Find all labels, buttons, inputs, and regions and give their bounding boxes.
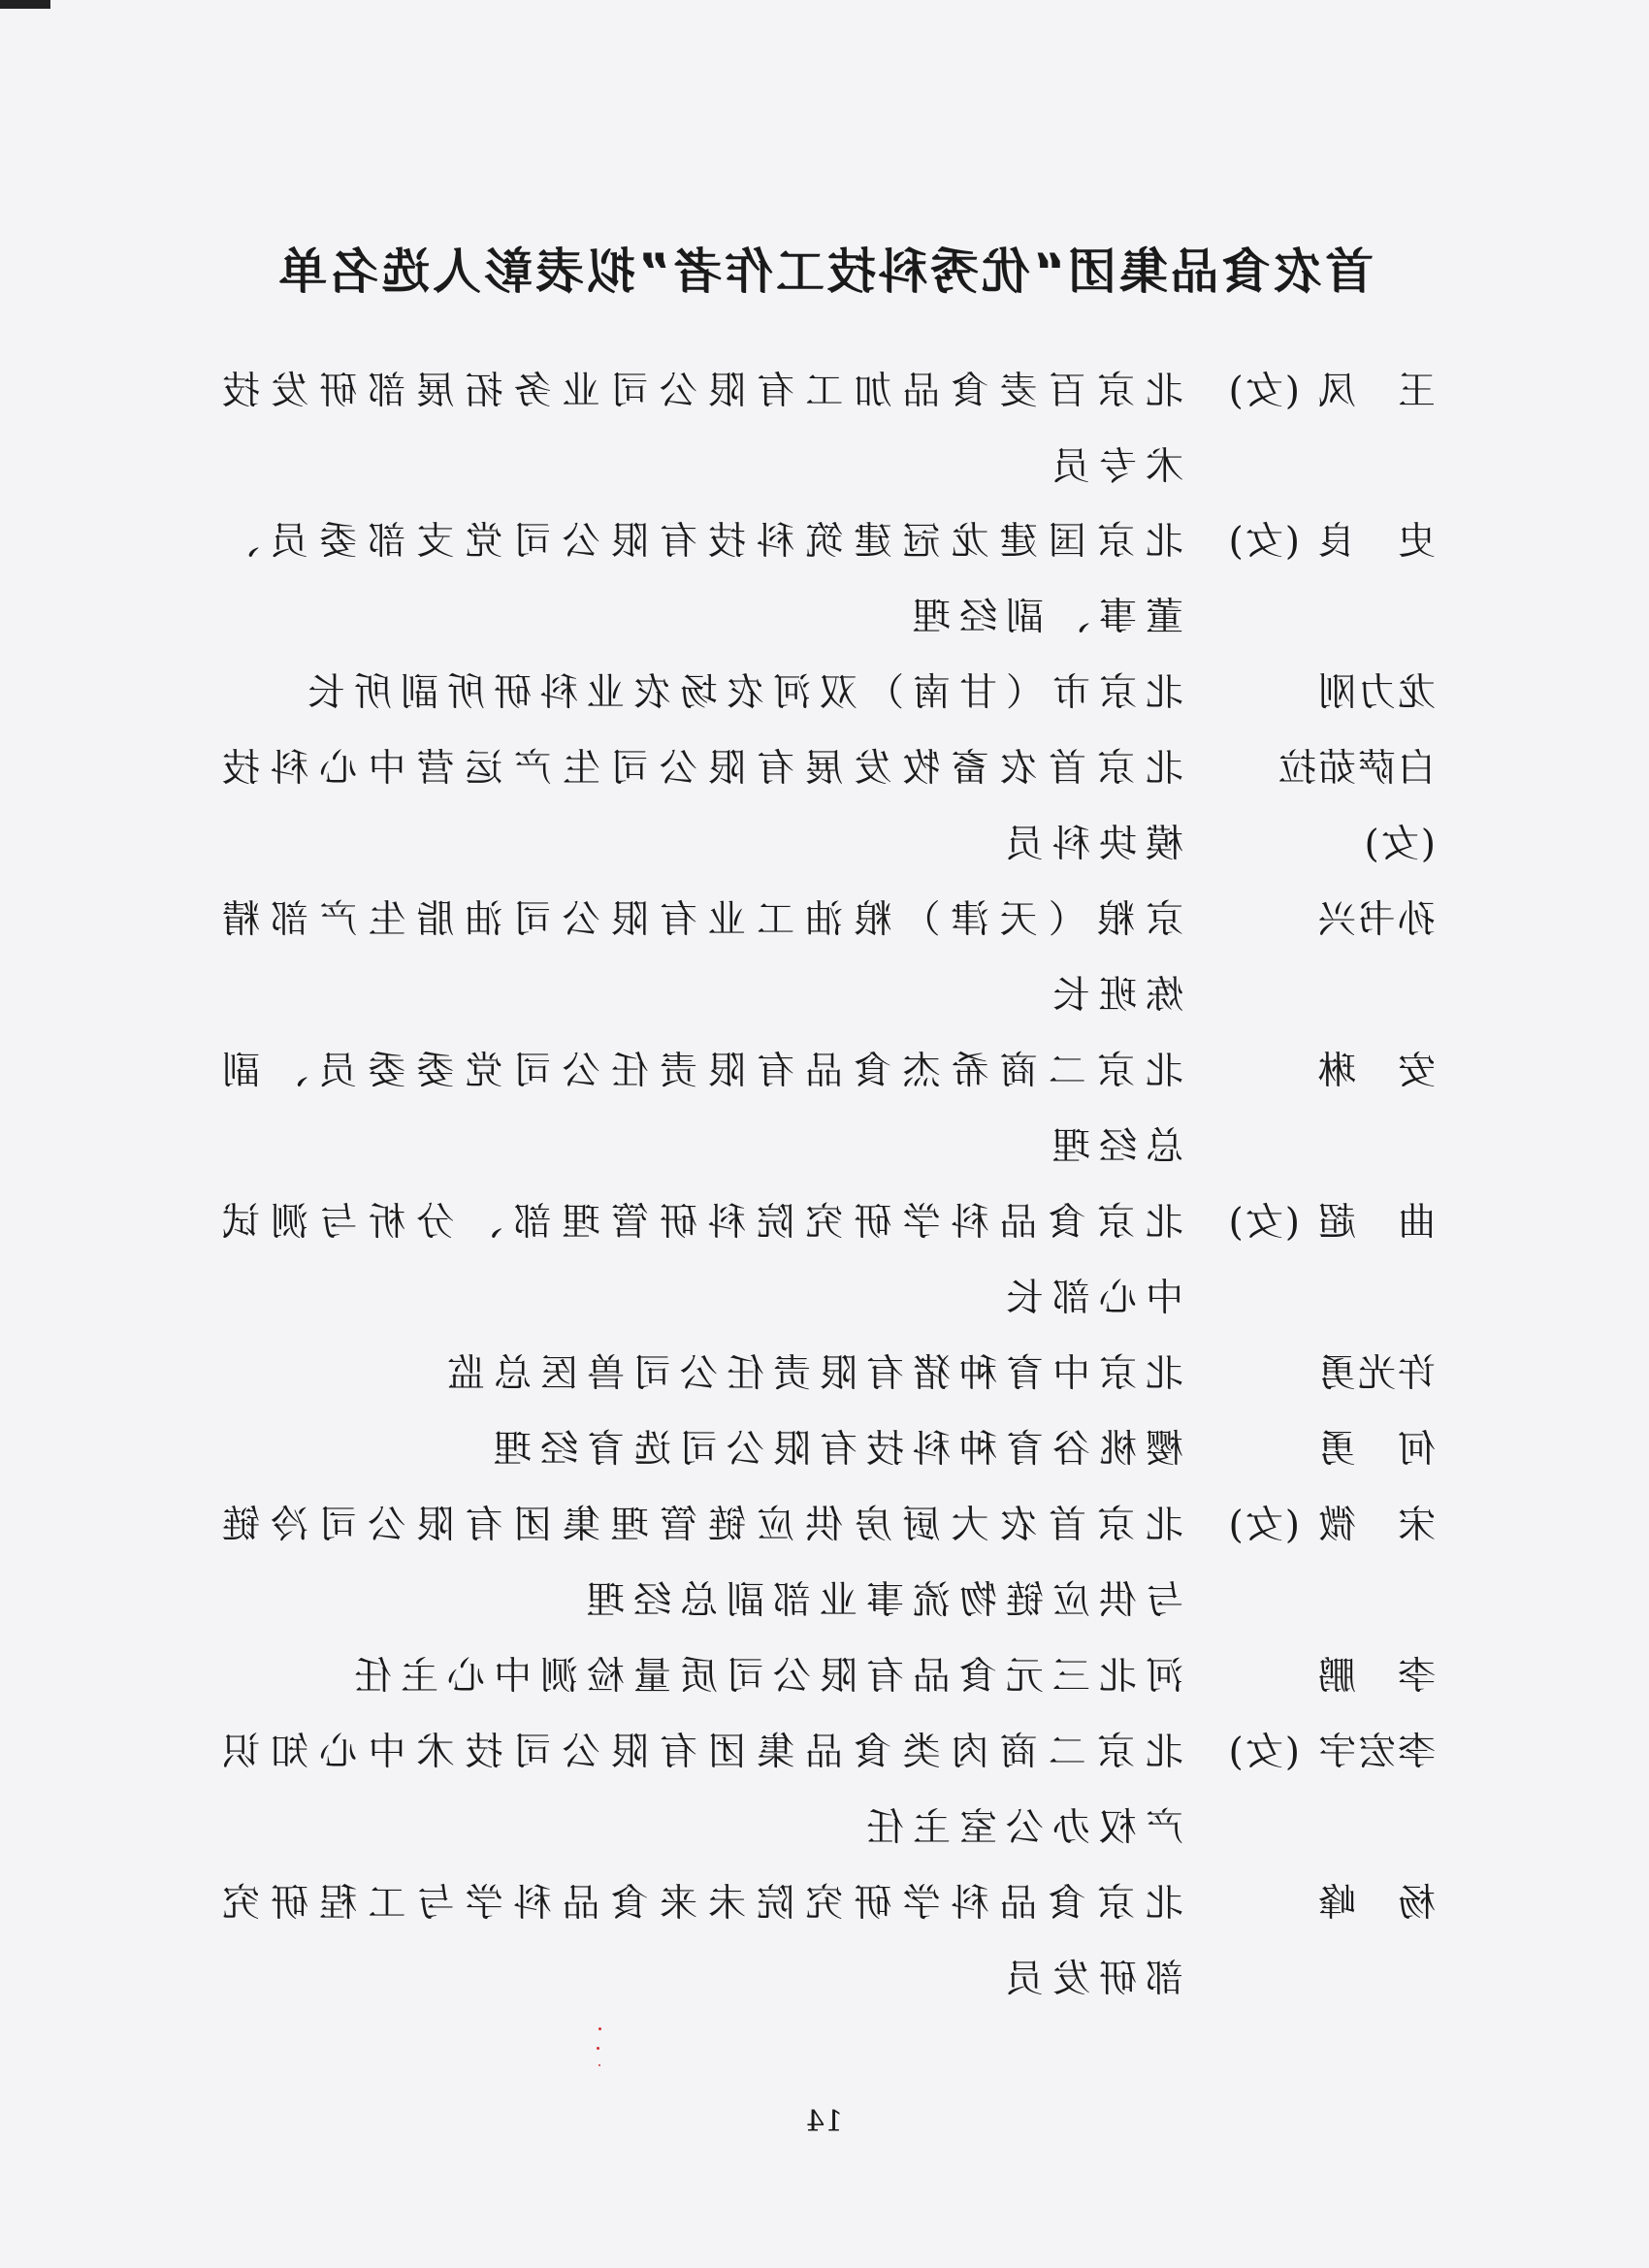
nominee-name-text: 王 凤 <box>1315 370 1436 413</box>
nominee-name <box>1261 1412 1436 1488</box>
nominee-name <box>1261 1034 1436 1110</box>
nominee-name-text: 李 鹏 <box>1315 1655 1436 1699</box>
nominee-name <box>1226 1715 1436 1791</box>
document-title: 首农食品集团“优秀科技工作者”拟表彰人选名单 <box>275 243 1374 300</box>
nominee-position: 北京国建龙冠建筑科技有限公司党支部委员、董事、副经理 <box>213 520 1183 639</box>
nominee-position: 北京食品科学研究院未来食品科学与工程研究部研发员 <box>213 1882 1183 2001</box>
nominee-position: 北京百麦食品加工有限公司业务拓展部研发技术专员 <box>213 370 1183 489</box>
nominee-gender: (女) <box>1226 370 1300 413</box>
nominee-name <box>1226 1185 1436 1261</box>
nominee-position: 北京二商肉类食品集团有限公司技术中心知识产权办公室主任 <box>213 1731 1183 1850</box>
nominee-gender: (女) <box>1226 1201 1300 1245</box>
nominee-name <box>1261 731 1436 883</box>
red-ink-speck <box>597 2047 599 2050</box>
nominee-name-text: 许光勇 <box>1315 1352 1436 1396</box>
nominee-name <box>1226 504 1436 580</box>
nominee-name-text: 曲 超 <box>1315 1201 1436 1245</box>
nominee-position: 北京市（甘南）双河农场农业科研所副所长 <box>298 671 1183 715</box>
nominee-position: 樱桃谷育种科技有限公司选育经理 <box>484 1428 1183 1472</box>
nominee-position: 河北三元食品有限公司质量检测中心主任 <box>344 1655 1183 1699</box>
red-ink-speck <box>598 2027 601 2030</box>
nominee-name-text: 安 琳 <box>1315 1050 1436 1093</box>
nominee-position: 北京中育种猪有限责任公司兽医总监 <box>437 1352 1183 1396</box>
nominee-name-text: 孙书兴 <box>1315 898 1436 942</box>
nominee-name <box>1226 354 1436 430</box>
nominee-gender: (女) <box>1362 823 1436 866</box>
nominee-position: 北京首农大厨房供应链管理集团有限公司冷链与供应链物流事业部副总经理 <box>213 1504 1183 1623</box>
nominee-name-text: 白萨茹拉 <box>1276 747 1436 791</box>
nominee-position: 北京二商希杰食品有限责任公司党委委员、副总经理 <box>213 1050 1183 1169</box>
nominee-name <box>1261 883 1436 958</box>
nominee-name <box>1261 1866 1436 1942</box>
nominee-gender: (女) <box>1226 1731 1300 1774</box>
nominee-position: 北京食品科学研究院科研管理部、分析与测试中心部长 <box>213 1201 1183 1320</box>
nominee-gender: (女) <box>1226 520 1300 564</box>
page-number: 14 <box>805 2105 844 2139</box>
nominee-position: 京粮（天津）粮油工业有限公司油脂生产部精炼班长 <box>213 898 1183 1018</box>
nominee-name-text: 何 勇 <box>1315 1428 1436 1472</box>
nominee-name-text: 宋 微 <box>1315 1504 1436 1547</box>
nominee-name <box>1261 1337 1436 1412</box>
nominee-name <box>1261 656 1436 731</box>
nominee-name <box>1226 1488 1436 1564</box>
nominee-position: 北京首农畜牧发展有限公司生产运营中心科技模块科员 <box>213 747 1183 866</box>
nominee-name-text: 李宏宇 <box>1315 1731 1436 1774</box>
nominee-gender: (女) <box>1226 1504 1300 1547</box>
red-ink-speck <box>598 2064 600 2066</box>
nominee-name <box>1261 1639 1436 1715</box>
nominee-name-text: 史 良 <box>1315 520 1436 564</box>
nominee-name-text: 龙力刚 <box>1315 671 1436 715</box>
nominee-name-text: 杨 峰 <box>1315 1882 1436 1926</box>
